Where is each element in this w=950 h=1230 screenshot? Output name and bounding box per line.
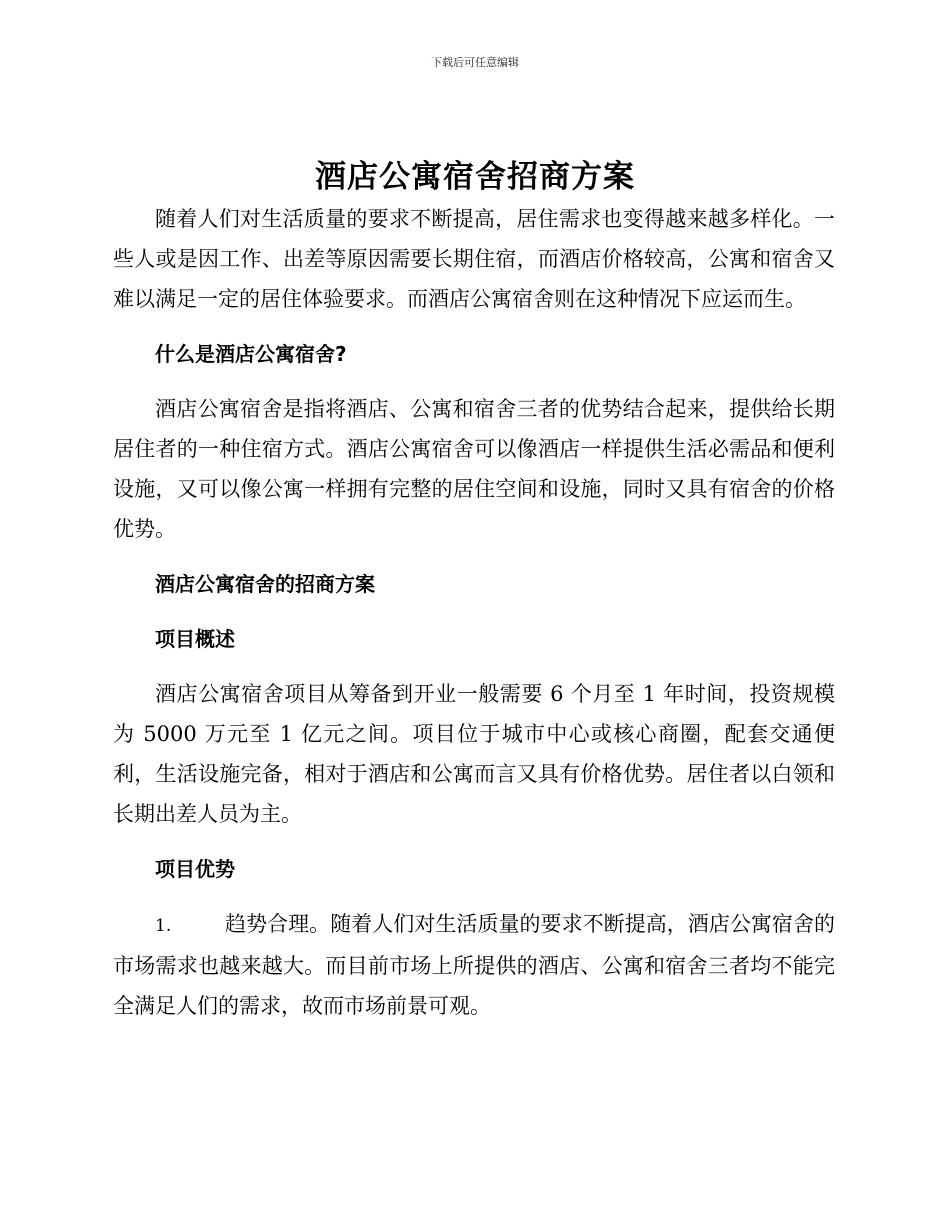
page-title: 酒店公寓宿舍招商方案: [315, 159, 635, 195]
advantage-item-number: 1.: [155, 916, 172, 936]
advantage-item: [113, 904, 835, 1026]
document-body: [113, 199, 835, 1026]
intro-paragraph: 随着人们对生活质量的要求不断提高，居住需求也变得越来越多样化。一些人或是因工作、出差等原因需要长期住宿，而酒店价格较高，公寓和宿舍又难以满足一定的居住体验要求。而酒店公寓宿舍则在这种情况下应运而生。: [113, 207, 835, 311]
heading-plan: 酒店公寓宿舍的招商方案: [155, 572, 375, 596]
heading-what-is: 什么是酒店公寓宿舍?: [155, 342, 347, 366]
overview-paragraph: 酒店公寓宿舍项目从筹备到开业一般需要 6 个月至 1 年时间，投资规模为 5000 万元至 1 亿元之间。项目位于城市中心或核心商圈，配套交通便利，生活设施完备，相对于酒店和公寓而言又具有价格优势。居住者以白领和长期出差人员为主。: [113, 682, 835, 826]
heading-overview: 项目概述: [155, 627, 235, 651]
header-note: 下载后可任意编辑: [431, 56, 519, 69]
heading-advantages: 项目优势: [155, 857, 235, 881]
advantage-item-text: 趋势合理。随着人们对生活质量的要求不断提高，酒店公寓宿舍的市场需求也越来越大。而目前市场上所提供的酒店、公寓和宿舍三者均不能完全满足人们的需求，故而市场前景可观。: [113, 912, 835, 1018]
what-is-paragraph: 酒店公寓宿舍是指将酒店、公寓和宿舍三者的优势结合起来，提供给长期居住者的一种住宿方式。酒店公寓宿舍可以像酒店一样提供生活必需品和便利设施，又可以像公寓一样拥有完整的居住空间和设施，同时又具有宿舍的价格优势。: [113, 397, 835, 541]
